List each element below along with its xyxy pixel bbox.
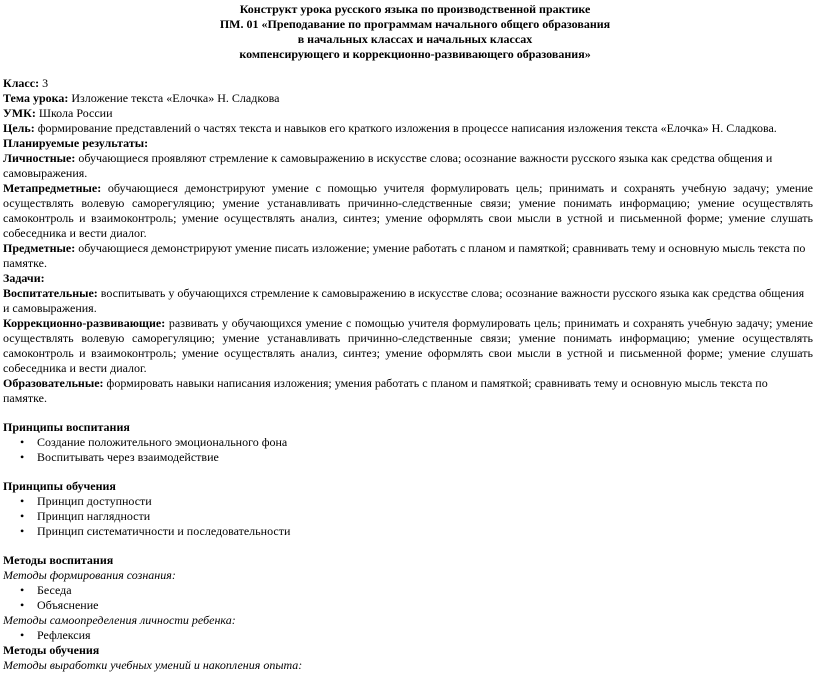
bullet-icon: • [20, 583, 25, 597]
list-item: • Воспитывать через взаимодействие [20, 450, 219, 464]
subject-label: Предметные: [3, 241, 76, 255]
corr-label: Коррекционно-развивающие: [3, 316, 166, 330]
class-value: 3 [39, 76, 49, 90]
meta-value: обучающиеся демонстрируют умение с помощью учителя формулировать цель; принимать и сохранять учебную задачу; умение осуществлять волевую саморегуляцию; умение устанавливать причинно-следственные связи; умение понимать информацию; умение осуществлять самоконтроль и взаимоконтроль; умение осуществлять анализ, синтез; умение оформлять свои мысли в устной и письменной форме; умение слушать собеседника и вести диалог. [3, 181, 813, 240]
edu-task [3, 286, 813, 316]
list-item: • Принцип систематичности и последовательности [20, 524, 291, 538]
edu-label: Воспитательные: [3, 286, 98, 300]
bullet-icon: • [20, 435, 25, 449]
topic-line [3, 91, 813, 106]
meta-results [3, 181, 813, 241]
form-value: формировать навыки написания изложения; умения работать с планом и памяткой; сравнивать тему и основную мысль текста по памятке. [3, 376, 768, 405]
corr-task [3, 316, 813, 376]
bullet-icon: • [20, 450, 25, 464]
umk-line [3, 106, 813, 121]
list-item: • Беседа [20, 583, 72, 597]
bullet-icon: • [20, 509, 25, 523]
methods-upbringing-sub1: Методы формирования сознания: [3, 568, 176, 582]
class-line [3, 76, 813, 91]
class-label: Класс: [3, 76, 40, 90]
bullet-icon: • [20, 524, 25, 538]
edu-value: воспитывать у обучающихся стремление к самовыражению в искусстве слова; осознание важности русского языка как средства общения и самовыражения. [3, 286, 805, 315]
methods-teaching-heading: Методы обучения [3, 643, 100, 657]
principles-upbringing-heading: Принципы воспитания [3, 420, 130, 434]
umk-value: Школа России [35, 106, 113, 120]
methods-upbringing-heading: Методы воспитания [3, 553, 114, 567]
methods-upbringing-sub1-list [3, 583, 813, 613]
form-label: Образовательные: [3, 376, 104, 390]
methods-upbringing-sub2-list [3, 628, 813, 643]
list-item: • Принцип доступности [20, 494, 152, 508]
topic-value: Изложение текста «Елочка» Н. Сладкова [68, 91, 280, 105]
meta-label: Метапредметные: [3, 181, 102, 195]
methods-upbringing-sub2: Методы самоопределения личности ребенка: [3, 613, 236, 627]
title-line-3: в начальных классах и начальных классах [297, 32, 533, 46]
goal-label: Цель: [3, 121, 35, 135]
bullet-icon: • [20, 598, 25, 612]
list-item: • Принцип наглядности [20, 509, 151, 523]
subject-results [3, 241, 813, 271]
goal-line [3, 121, 813, 136]
title-line-1: Конструкт урока русского языка по производственной практике [239, 2, 591, 16]
title-line-2: ПМ. 01 «Преподавание по программам начального общего образования [219, 17, 611, 31]
principles-teaching-list [3, 494, 813, 539]
document-title [3, 2, 813, 62]
umk-label: УМК: [3, 106, 36, 120]
principles-upbringing-list [3, 435, 813, 465]
list-item: • Рефлексия [20, 628, 91, 642]
results-heading: Планируемые результаты: [3, 136, 149, 150]
list-item: • Объяснение [20, 598, 99, 612]
form-task [3, 376, 813, 406]
title-line-4: компенсирующего и коррекционно-развивающего образования» [239, 47, 591, 61]
bullet-icon: • [20, 628, 25, 642]
personal-label: Личностные: [3, 151, 76, 165]
tasks-heading: Задачи: [3, 271, 45, 285]
bullet-icon: • [20, 494, 25, 508]
goal-value: формирование представлений о частях текста и навыков его краткого изложения в процессе написания изложения текста «Елочка» Н. Сладкова. [34, 121, 777, 135]
personal-value: обучающиеся проявляют стремление к самовыражению в искусстве слова; осознание важности русского языка как средства общения и самовыражения. [3, 151, 773, 180]
topic-label: Тема урока: [3, 91, 69, 105]
personal-results [3, 151, 813, 181]
principles-teaching-heading: Принципы обучения [3, 479, 116, 493]
list-item: • Создание положительного эмоционального фона [20, 435, 288, 449]
methods-teaching-sub1: Методы выработки учебных умений и накопления опыта: [3, 658, 303, 672]
subject-value: обучающиеся демонстрируют умение писать изложение; умение работать с планом и памяткой; сравнивать тему и основную мысль текста по памятке. [3, 241, 806, 270]
corr-value: развивать у обучающихся умение с помощью учителя формулировать цель; принимать и сохранять учебную задачу; умение осуществлять волевую саморегуляцию; умение устанавливать причинно-следственные связи; умение понимать информацию; умение осуществлять самоконтроль и взаимоконтроль; умение осуществлять анализ, синтез; умение оформлять свои мысли в устной и письменной форме; умение слушать собеседника и вести диалог. [3, 316, 813, 375]
